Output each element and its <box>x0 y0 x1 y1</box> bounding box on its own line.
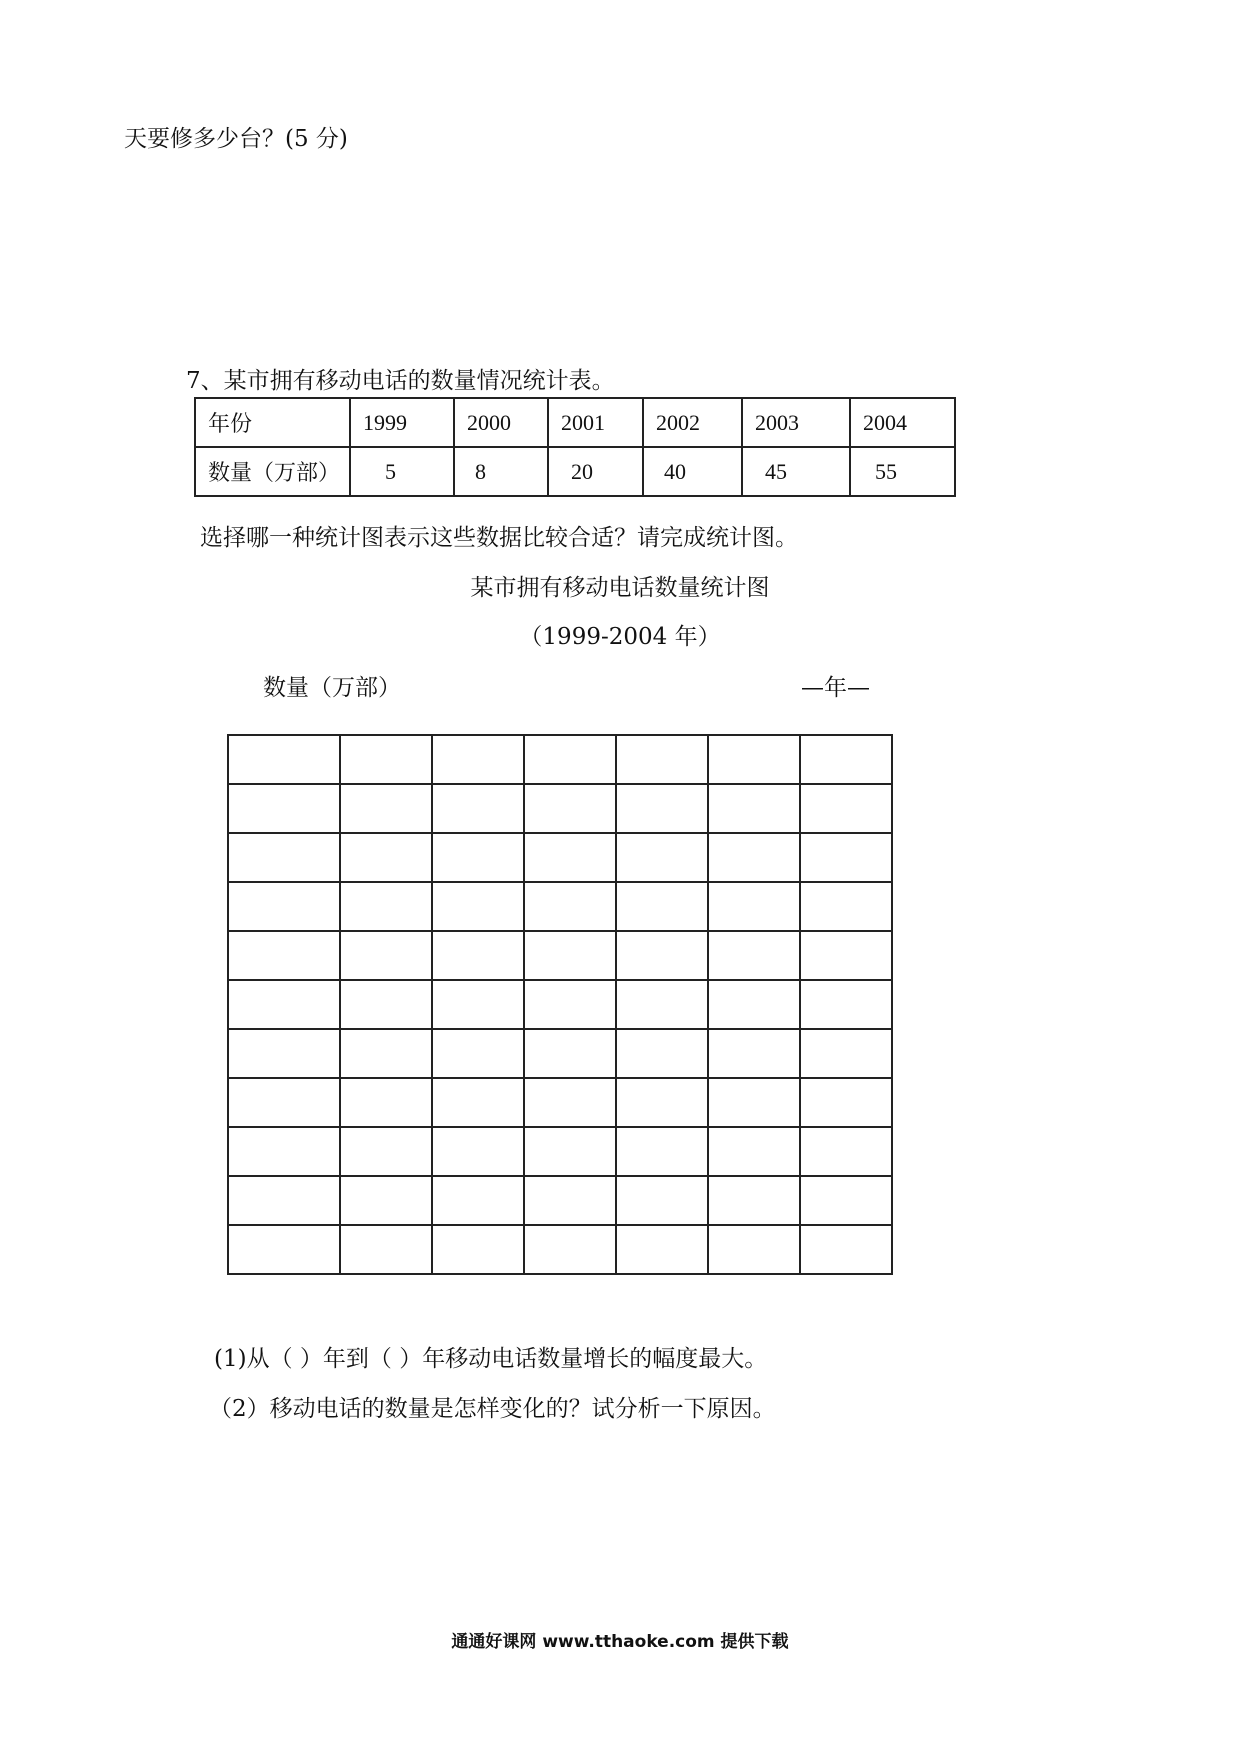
grid-cell <box>340 784 432 833</box>
grid-cell <box>340 735 432 784</box>
grid-cell <box>708 1029 800 1078</box>
grid-cell <box>432 1029 524 1078</box>
grid-cell <box>800 1176 892 1225</box>
grid-cell <box>228 1078 340 1127</box>
count-row-header: 数量（万部） <box>195 447 350 496</box>
grid-cell <box>228 833 340 882</box>
grid-cell <box>340 1029 432 1078</box>
year-cell: 2001 <box>548 398 643 447</box>
count-cell: 5 <box>350 447 454 496</box>
grid-cell <box>228 735 340 784</box>
grid-cell <box>800 1127 892 1176</box>
grid-cell <box>228 882 340 931</box>
grid-cell <box>432 980 524 1029</box>
grid-cell <box>340 1225 432 1274</box>
grid-cell <box>524 1127 616 1176</box>
grid-cell <box>340 1127 432 1176</box>
date-label: —年— <box>801 675 870 701</box>
grid-cell <box>524 735 616 784</box>
grid-cell <box>524 1078 616 1127</box>
chart-subtitle: （1999-2004 年） <box>519 624 721 650</box>
sub-question-2: （2）移动电话的数量是怎样变化的？试分析一下原因。 <box>209 1396 776 1422</box>
grid-cell <box>432 1176 524 1225</box>
grid-cell <box>524 784 616 833</box>
chart-title: 某市拥有移动电话数量统计图 <box>470 575 770 601</box>
grid-cell <box>800 1078 892 1127</box>
grid-cell <box>616 980 708 1029</box>
year-row-header: 年份 <box>195 398 350 447</box>
grid-cell <box>228 980 340 1029</box>
count-cell: 20 <box>548 447 643 496</box>
grid-cell <box>800 833 892 882</box>
grid-cell <box>524 1176 616 1225</box>
grid-cell <box>228 784 340 833</box>
grid-cell <box>616 784 708 833</box>
grid-cell <box>616 1176 708 1225</box>
count-cell: 55 <box>850 447 955 496</box>
grid-cell <box>340 931 432 980</box>
grid-cell <box>708 1176 800 1225</box>
grid-cell <box>228 931 340 980</box>
year-cell: 2000 <box>454 398 548 447</box>
y-axis-label: 数量（万部） <box>263 675 401 701</box>
grid-cell <box>708 1225 800 1274</box>
table-row <box>195 447 955 496</box>
grid-cell <box>524 1225 616 1274</box>
footer-text: 通通好课网 www.tthaoke.com 提供下载 <box>451 1632 789 1652</box>
grid-cell <box>708 833 800 882</box>
previous-question-tail: 天要修多少台？(5 分) <box>124 126 348 152</box>
grid-cell <box>708 980 800 1029</box>
grid-cell <box>800 882 892 931</box>
grid-cell <box>800 1225 892 1274</box>
grid-cell <box>616 735 708 784</box>
grid-row <box>228 882 892 931</box>
grid-row <box>228 1225 892 1274</box>
year-cell: 2004 <box>850 398 955 447</box>
grid-cell <box>228 1225 340 1274</box>
grid-cell <box>524 1029 616 1078</box>
grid-cell <box>524 980 616 1029</box>
grid-cell <box>228 1029 340 1078</box>
grid-cell <box>800 980 892 1029</box>
grid-cell <box>432 1225 524 1274</box>
grid-cell <box>616 931 708 980</box>
grid-row <box>228 1127 892 1176</box>
table-row <box>195 398 955 447</box>
grid-cell <box>800 784 892 833</box>
grid-cell <box>432 931 524 980</box>
grid-cell <box>524 931 616 980</box>
grid-cell <box>708 735 800 784</box>
grid-cell <box>432 833 524 882</box>
grid-cell <box>524 882 616 931</box>
count-cell: 45 <box>742 447 850 496</box>
year-cell: 1999 <box>350 398 454 447</box>
grid-cell <box>432 1127 524 1176</box>
grid-cell <box>340 1176 432 1225</box>
grid-row <box>228 833 892 882</box>
grid-row <box>228 1029 892 1078</box>
grid-cell <box>800 1029 892 1078</box>
question-title: 7、某市拥有移动电话的数量情况统计表。 <box>186 368 615 394</box>
grid-cell <box>432 735 524 784</box>
count-cell: 8 <box>454 447 548 496</box>
grid-cell <box>708 1127 800 1176</box>
grid-cell <box>432 1078 524 1127</box>
grid-row <box>228 784 892 833</box>
grid-cell <box>708 1078 800 1127</box>
grid-cell <box>616 1225 708 1274</box>
grid-cell <box>340 882 432 931</box>
grid-cell <box>616 882 708 931</box>
grid-cell <box>524 833 616 882</box>
grid-cell <box>432 784 524 833</box>
grid-cell <box>616 1127 708 1176</box>
grid-cell <box>708 882 800 931</box>
grid-cell <box>616 1029 708 1078</box>
grid-cell <box>616 1078 708 1127</box>
grid-row <box>228 931 892 980</box>
mobile-phone-data-table <box>194 397 956 497</box>
grid-cell <box>800 931 892 980</box>
grid-row <box>228 1176 892 1225</box>
grid-cell <box>228 1176 340 1225</box>
grid-row <box>228 980 892 1029</box>
grid-cell <box>616 833 708 882</box>
blank-chart-grid <box>227 734 893 1275</box>
grid-cell <box>708 931 800 980</box>
grid-cell <box>800 735 892 784</box>
grid-cell <box>708 784 800 833</box>
instruction-text: 选择哪一种统计图表示这些数据比较合适？请完成统计图。 <box>200 525 798 551</box>
count-cell: 40 <box>643 447 742 496</box>
grid-cell <box>340 1078 432 1127</box>
sub-question-1: (1)从（ ）年到（ ）年移动电话数量增长的幅度最大。 <box>214 1346 768 1372</box>
year-cell: 2003 <box>742 398 850 447</box>
grid-cell <box>340 833 432 882</box>
grid-cell <box>432 882 524 931</box>
grid-cell <box>228 1127 340 1176</box>
year-cell: 2002 <box>643 398 742 447</box>
grid-row <box>228 1078 892 1127</box>
grid-cell <box>340 980 432 1029</box>
grid-row <box>228 735 892 784</box>
